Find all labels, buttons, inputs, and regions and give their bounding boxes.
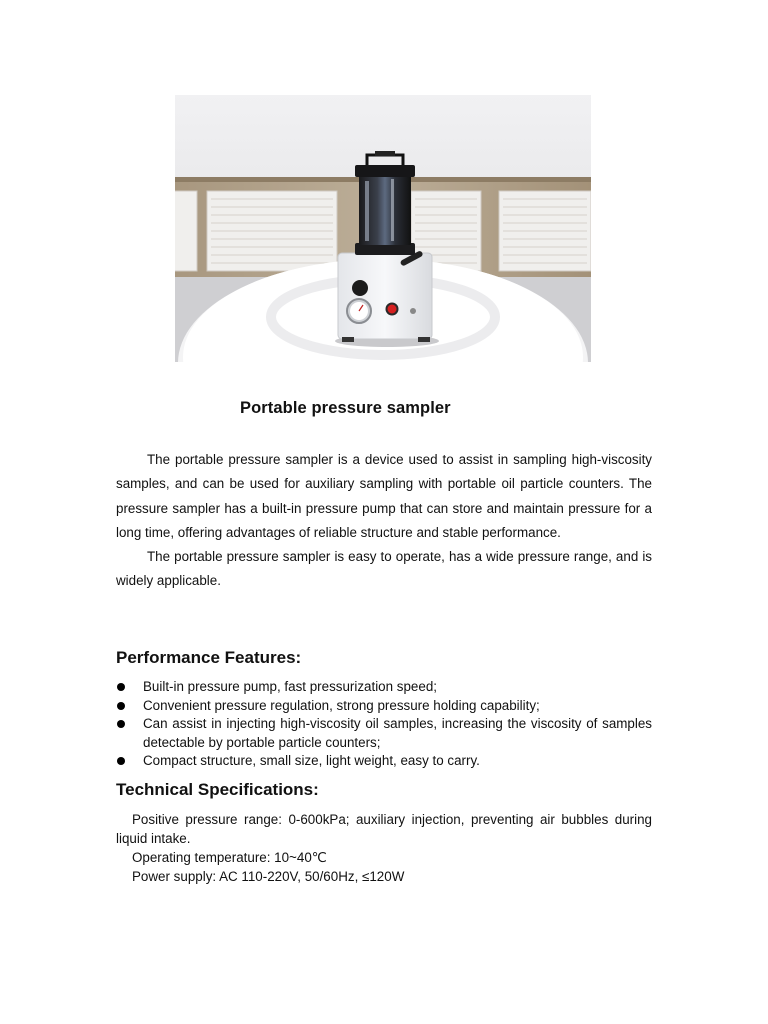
feature-text: Convenient pressure regulation, strong pressure holding capability; bbox=[143, 697, 540, 713]
spec-line: Power supply: AC 110-220V, 50/60Hz, ≤120W bbox=[132, 869, 405, 884]
features-list bbox=[116, 678, 652, 771]
performance-features-heading: Performance Features: bbox=[116, 648, 302, 667]
feature-text: Built-in pressure pump, fast pressurization speed; bbox=[143, 679, 437, 694]
bullet-icon bbox=[117, 757, 125, 765]
intro-text bbox=[116, 448, 652, 594]
feature-text: Compact structure, small size, light weight, easy to carry. bbox=[143, 753, 480, 769]
intro-paragraph: The portable pressure sampler is a device used to assist in sampling high-viscosity samples, and can be used for auxiliary sampling with portable oil particle counters. The pressure sampler has a built-in pressure pump that can store and maintain pressure for a long time, offering advantages of reliable structure and stable performance. bbox=[116, 452, 652, 540]
product-photo bbox=[175, 95, 591, 362]
bullet-icon bbox=[117, 720, 125, 728]
page-title: Portable pressure sampler bbox=[240, 399, 451, 417]
bullet-icon bbox=[117, 683, 125, 691]
feature-text: Can assist in injecting high-viscosity oil samples, increasing the viscosity of samples detectable by portable particle counters; bbox=[143, 716, 652, 750]
list-item bbox=[116, 715, 652, 752]
portable-pressure-sampler-image bbox=[175, 95, 591, 362]
list-item bbox=[116, 697, 652, 716]
spec-line: Operating temperature: 10~40℃ bbox=[132, 850, 327, 865]
bullet-icon bbox=[117, 702, 125, 710]
intro-paragraph: The portable pressure sampler is easy to operate, has a wide pressure range, and is widely applicable. bbox=[116, 549, 652, 589]
list-item bbox=[116, 678, 652, 697]
spec-line: Positive pressure range: 0-600kPa; auxiliary injection, preventing air bubbles during liquid intake. bbox=[116, 812, 652, 846]
list-item bbox=[116, 752, 652, 771]
specs-text bbox=[116, 810, 652, 886]
technical-specifications-heading: Technical Specifications: bbox=[116, 780, 319, 799]
